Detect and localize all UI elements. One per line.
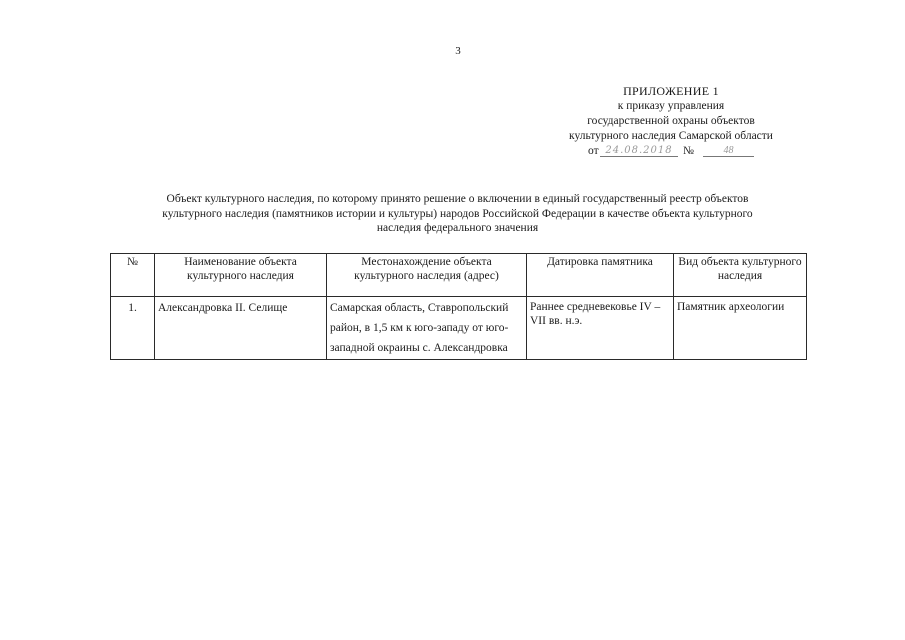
appendix-heading: ПРИЛОЖЕНИЕ 1 [623,84,719,98]
order-date-line [540,144,802,159]
header-num: № [111,254,155,297]
handwritten-number: 48 [703,145,754,157]
header-dating: Датировка памятника [527,254,674,297]
header-location: Местонахождение объекта культурного наследия (адрес) [327,254,527,297]
cell-kind: Памятник археологии [674,297,807,360]
cell-num: 1. [111,297,155,360]
heritage-table [110,253,807,360]
number-label: № [683,145,694,157]
appendix-line-2: государственной охраны объектов [587,115,755,127]
title-line-1: Объект культурного наследия, по которому принято решение о включении в единый государственный реестр объектов [166,193,749,205]
header-kind: Вид объекта культурного наследия [674,254,807,297]
table-row [111,297,807,360]
handwritten-date: 24.08.2018 [600,145,678,157]
appendix-block [540,84,802,159]
page-number: 3 [455,45,461,57]
title-line-3: наследия федерального значения [376,222,539,234]
table-header-row [111,254,807,297]
cell-dating: Раннее средневековье IV – VII вв. н.э. [527,297,674,360]
document-title [100,192,815,236]
appendix-line-1: к приказу управления [617,100,725,112]
appendix-line-3: культурного наследия Самарской области [569,130,773,142]
title-line-2: культурного наследия (памятников истории и культуры) народов Российской Федерации в качестве объекта культурного [162,207,753,220]
header-name: Наименование объекта культурного наследия [155,254,327,297]
cell-location: Самарская область, Ставропольский район, в 1,5 км к юго-западу от юго-западной окраины с. Александровка [327,297,527,360]
from-label: от [588,145,599,157]
cell-name: Александровка II. Селище [155,297,327,360]
